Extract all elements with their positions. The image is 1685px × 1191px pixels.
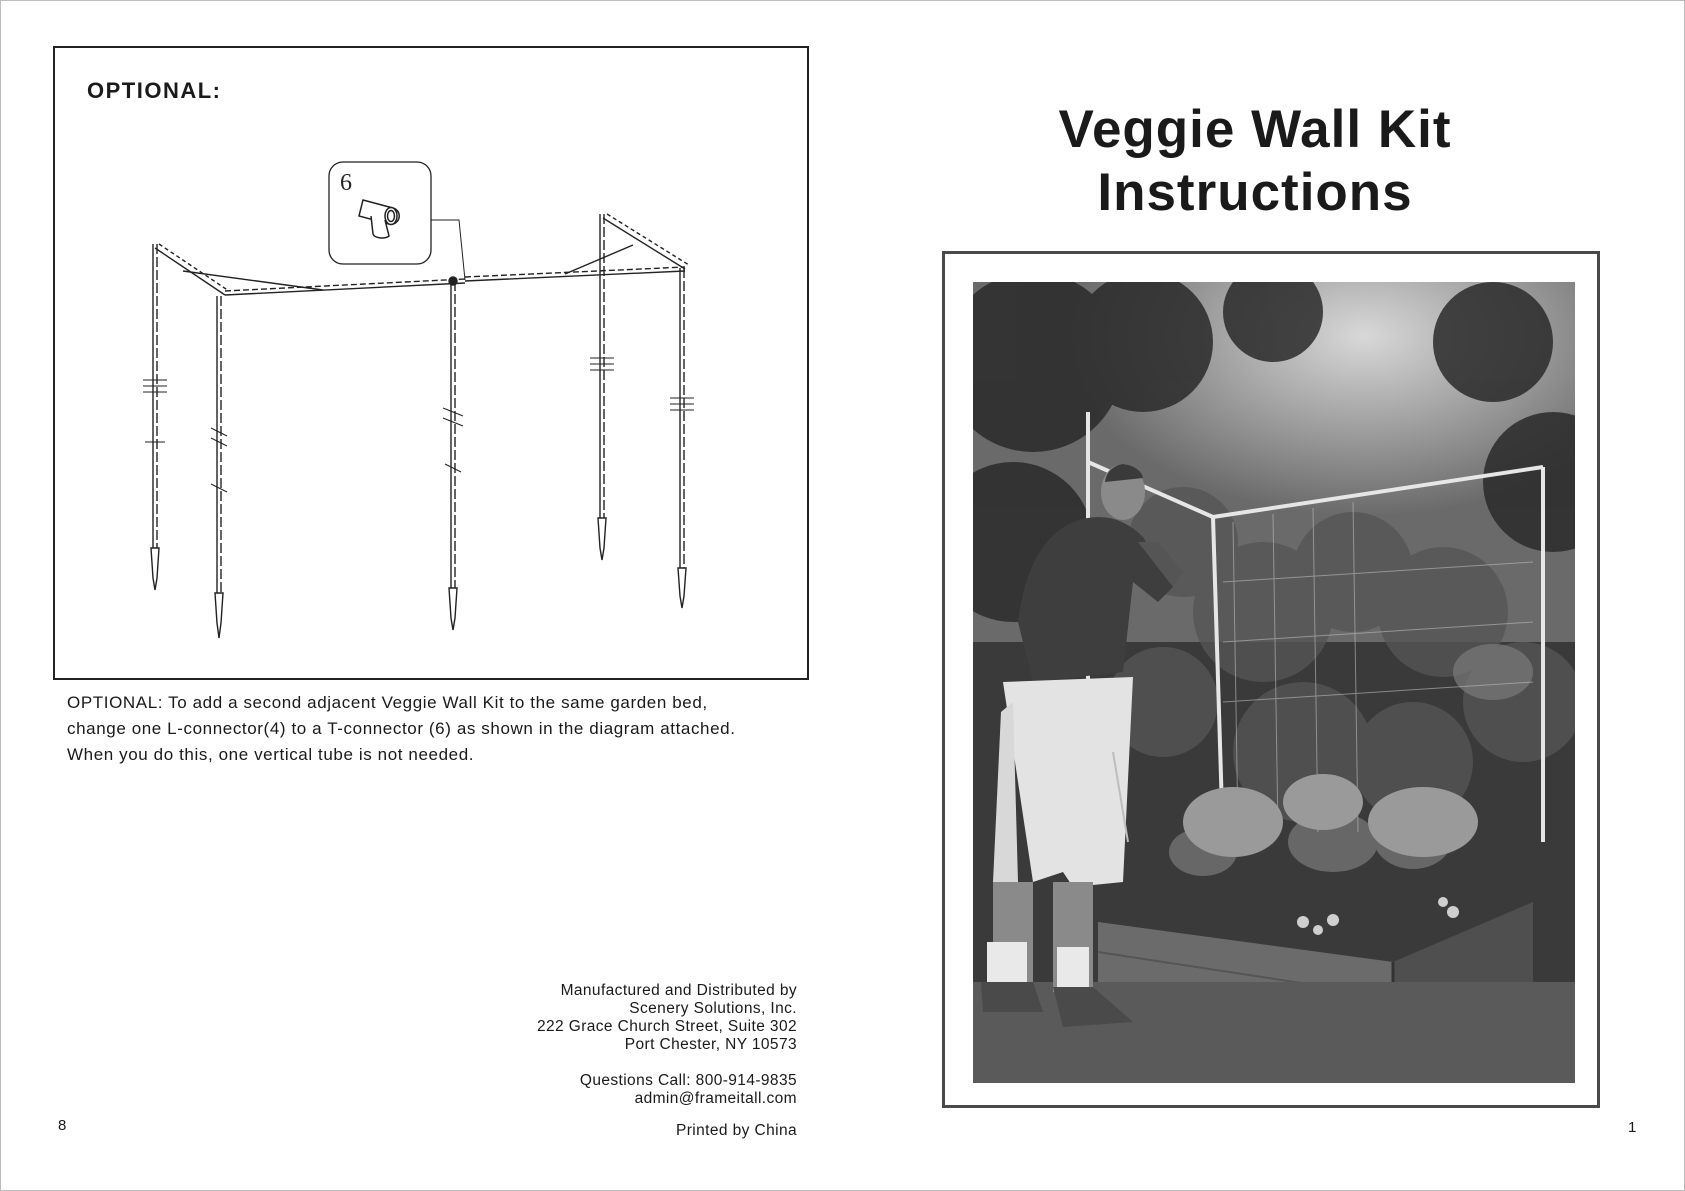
page-number-left: 8 [58,1117,67,1134]
t-connector-icon [359,200,399,238]
page-number-right: 1 [1628,1119,1637,1136]
veggie-wall-frame-diagram [55,48,807,678]
phone-contact: Questions Call: 800-914-9835 [579,1072,797,1089]
booklet-title [980,98,1530,224]
gardener-with-veggie-wall-photo [973,282,1575,1083]
email-contact: admin@frameitall.com [634,1090,797,1107]
optional-instructions [67,690,827,768]
garden-photo [973,282,1575,1083]
title-line-1: Veggie Wall Kit [1058,100,1452,159]
printed-by: Printed by China [676,1122,797,1139]
photo-frame [942,251,1600,1108]
title-line-2: Instructions [1097,163,1413,222]
diagram-heading: OPTIONAL: [87,78,222,103]
instruction-line: change one L-connector(4) to a T-connector (6) as shown in the diagram attached. [67,719,736,738]
assembly-diagram-panel [53,46,809,680]
vertical-posts [143,214,694,638]
city-address: Port Chester, NY 10573 [624,1036,797,1053]
instruction-line: When you do this, one vertical tube is not needed. [67,745,475,764]
maker-line: Manufactured and Distributed by [560,982,797,999]
callout-number: 6 [340,170,352,196]
top-beams [155,214,689,295]
instruction-line: OPTIONAL: To add a second adjacent Veggie Wall Kit to the same garden bed, [67,693,708,712]
company-name: Scenery Solutions, Inc. [629,1000,797,1017]
manufacturer-info [537,982,797,1108]
street-address: 222 Grace Church Street, Suite 302 [536,1018,797,1035]
